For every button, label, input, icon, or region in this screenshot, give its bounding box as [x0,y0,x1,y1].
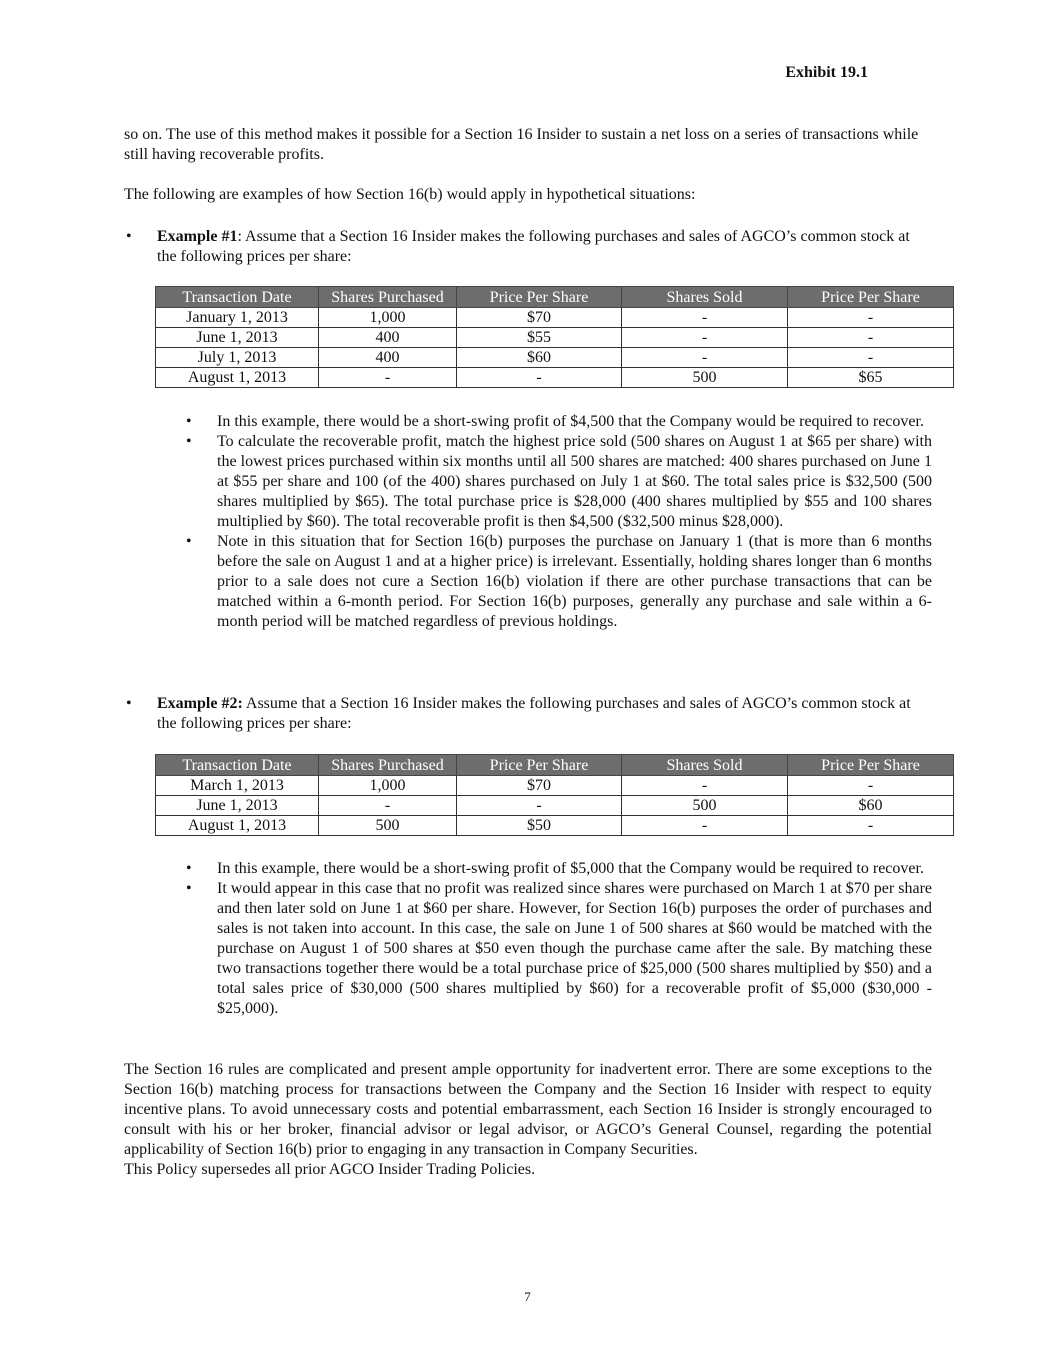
transactions-table-2 [155,754,954,836]
table-cell: 500 [319,816,457,836]
table-cell: $60 [788,796,954,816]
example-label: Example #2: [157,695,243,712]
example-1-bullet [124,227,932,267]
table-cell: August 1, 2013 [156,816,319,836]
example-label: Example #1 [157,228,238,245]
closing-paragraph: This Policy supersedes all prior AGCO Insider Trading Policies. [124,1161,536,1178]
bullet-icon: • [186,860,192,877]
column-header: Price Per Share [788,755,954,776]
example-2-notes [186,859,932,1019]
table-cell: - [622,328,788,348]
table-row [156,816,954,836]
table-cell: - [457,796,622,816]
table-cell: - [622,776,788,796]
table-cell: $70 [457,776,622,796]
column-header: Price Per Share [457,755,622,776]
table-cell: $60 [457,348,622,368]
table-cell: 400 [319,348,457,368]
table-cell: - [622,348,788,368]
list-item: • In this example, there would be a short-swing profit of $4,500 that the Company would be required to recover. [186,413,924,430]
table-cell: 1,000 [319,776,457,796]
bullet-icon: • [186,433,192,450]
bullet-icon: • [126,228,132,245]
table-cell: March 1, 2013 [156,776,319,796]
table-cell: $65 [788,368,954,388]
list-item: • Note in this situation that for Section 16(b) purposes the purchase on January 1 (that is more than 6 months before the sale on August 1 and at a higher price) is irrelevant. Essentially, holding shares longer than 6 months prior to a sale does not cure a Section 16(b) violation if there are other purchase transactions that can be matched within a 6-month period. For Section 16(b) purposes, generally any purchase and sale within a 6-month period will be matched regardless of previous holdings. [186,533,932,630]
table-row [156,796,954,816]
page-number: 7 [524,1289,531,1304]
table-cell: - [319,796,457,816]
table-cell: - [788,816,954,836]
bullet-icon: • [186,880,192,897]
intro-paragraph: The following are examples of how Section 16(b) would apply in hypothetical situations: [124,186,696,203]
bullet-icon: • [186,413,192,430]
column-header: Transaction Date [156,287,319,308]
table-row [156,308,954,328]
column-header: Shares Purchased [319,287,457,308]
table-cell: July 1, 2013 [156,348,319,368]
table-cell: $50 [457,816,622,836]
table-cell: - [457,368,622,388]
table-cell: 1,000 [319,308,457,328]
table-cell: 400 [319,328,457,348]
example-2-bullet [124,694,932,734]
bullet-icon: • [126,695,132,712]
example-text: : Assume that a Section 16 Insider makes the following purchases and sales of AGCO’s common stock at the following prices per share: [157,228,910,265]
table-cell: 500 [622,368,788,388]
table-cell: - [788,308,954,328]
table-cell: June 1, 2013 [156,796,319,816]
list-item: • In this example, there would be a short-swing profit of $5,000 that the Company would be required to recover. [186,860,924,877]
list-item: • It would appear in this case that no profit was realized since shares were purchased on March 1 at $70 per share and then later sold on June 1 at $60 per share. However, for Section 16(b) purposes the order of purchases and sales is not taken into account. In this case, the sale on June 1 of 500 shares at $60 would be matched with the purchase on August 1 of 500 shares at $50 even though the purchase came after the sale. By matching these two transactions together there would be a total purchase price of $25,000 (500 shares multiplied by $50) and a total sales price of $30,000 (500 shares multiplied by $60) for a recoverable profit of $5,000 ($30,000 - $25,000). [186,880,932,1017]
column-header: Transaction Date [156,755,319,776]
table-row [156,328,954,348]
table-cell: August 1, 2013 [156,368,319,388]
column-header: Price Per Share [457,287,622,308]
table-cell: $55 [457,328,622,348]
table-cell: - [788,776,954,796]
table-cell: - [622,816,788,836]
table-cell: $70 [457,308,622,328]
transactions-table-1 [155,286,954,388]
table-cell: - [319,368,457,388]
column-header: Shares Sold [622,287,788,308]
table-cell: June 1, 2013 [156,328,319,348]
table-cell: January 1, 2013 [156,308,319,328]
bullet-icon: • [186,533,192,550]
table-cell: - [622,308,788,328]
column-header: Price Per Share [788,287,954,308]
column-header: Shares Purchased [319,755,457,776]
exhibit-label: Exhibit 19.1 [785,64,868,81]
table-cell: 500 [622,796,788,816]
table-row [156,776,954,796]
table-row [156,368,954,388]
intro-paragraph: so on. The use of this method makes it possible for a Section 16 Insider to sustain a net loss on a series of transactions while still having recoverable profits. [124,126,919,163]
table-cell: - [788,348,954,368]
table-row [156,348,954,368]
example-1-notes [186,412,932,632]
closing-section [124,1060,932,1180]
column-header: Shares Sold [622,755,788,776]
closing-paragraph: The Section 16 rules are complicated and present ample opportunity for inadvertent error. There are some exceptions to the Section 16(b) matching process for transactions between the Company and the Section 16 Insider with respect to equity incentive plans. To avoid unnecessary costs and potential embarrassment, each Section 16 Insider is strongly encouraged to consult with his or her broker, financial advisor or legal advisor, or AGCO’s General Counsel, regarding the potential applicability of Section 16(b) prior to engaging in any transaction in Company Securities. [124,1061,932,1158]
example-text: Assume that a Section 16 Insider makes the following purchases and sales of AGCO’s common stock at the following prices per share: [157,695,911,732]
table-cell: - [788,328,954,348]
list-item: • To calculate the recoverable profit, match the highest price sold (500 shares on August 1 at $65 per share) with the lowest prices purchased within six months until all 500 shares are matched: 400 shares purchased on June 1 at $55 per share and 100 (of the 400) shares purchased on July 1 at $60. The total sales price is $32,500 (500 shares multiplied by $65). The total purchase price is $28,000 (400 shares multiplied by $55 and 100 shares multiplied by $60). The total recoverable profit is then $4,500 ($32,500 minus $28,000). [186,433,932,530]
